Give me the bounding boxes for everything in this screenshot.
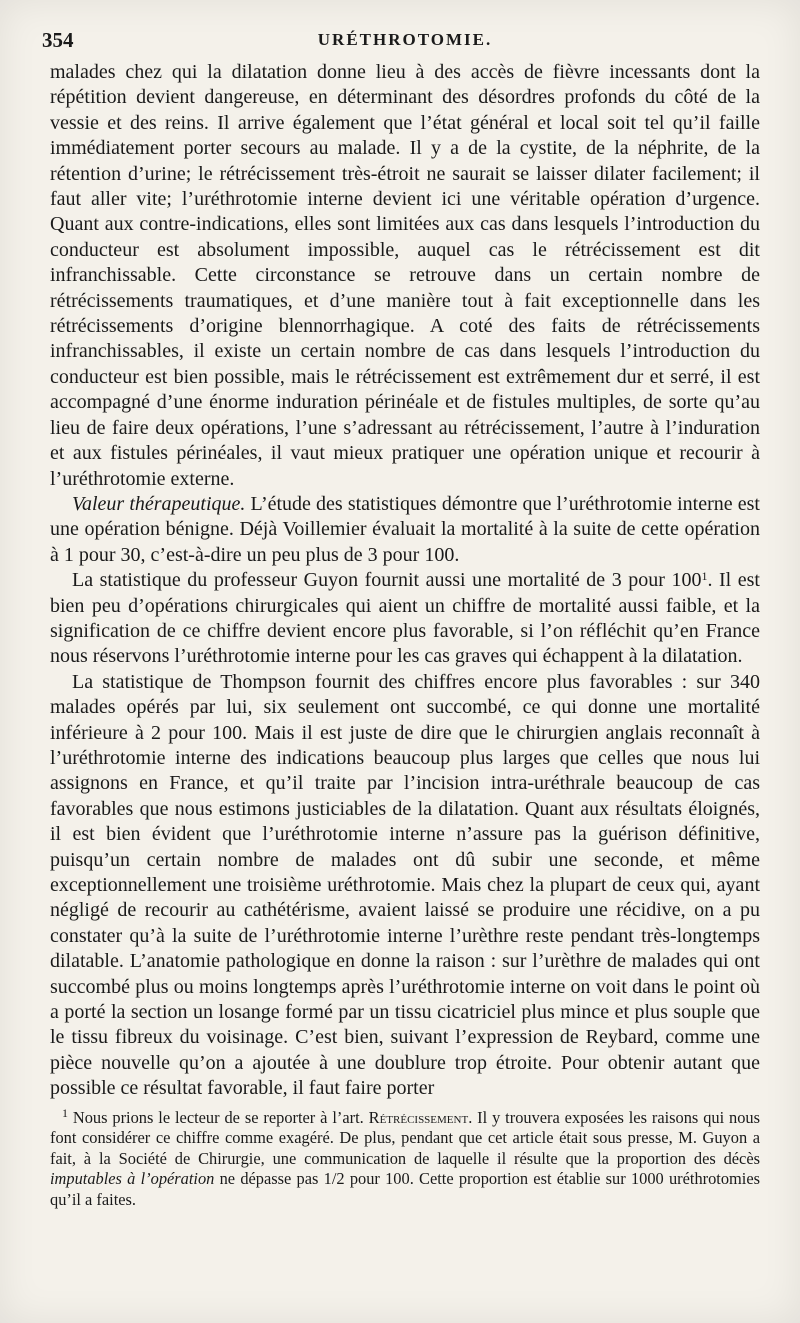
paragraph bbox=[50, 568, 760, 670]
footnote bbox=[50, 1105, 761, 1211]
footnote-text: . Il y trouvera exposées les raisons qui nous font considérer ce chiffre comme exagéré. De plus, pendant que cet article était sous presse, M. Guyon a fait, à la Société de Chirurgie, une communication de laquelle il résulte que la proportion des décès bbox=[50, 1107, 760, 1168]
footnote-reference[interactable]: 1 bbox=[701, 569, 708, 584]
paragraph-text: La statistique du professeur Guyon fournit aussi une mortalité de 3 pour 100 bbox=[72, 569, 702, 592]
body-text bbox=[50, 60, 760, 1102]
section-title: Valeur thérapeutique. bbox=[72, 492, 246, 515]
footnote-text: Nous prions le lecteur de se reporter à l’art. bbox=[68, 1107, 369, 1127]
paragraph-text: . Il est bien peu d’opérations chirurgicales qui aient un chiffre de mortalité aussi faible, et la signification de ce chiffre devient encore plus favorable, si l’on réfléchit qu’en France nous réservons l’uréthrotomie interne pour les cas graves qui échappent à la dilatation. bbox=[50, 569, 760, 668]
footnotes bbox=[50, 1105, 761, 1211]
footnote-marker: 1 bbox=[62, 1105, 68, 1120]
footnote-article-reference: Rétrécissement bbox=[368, 1107, 469, 1127]
paragraph: La statistique de Thompson fournit des chiffres encore plus favorables : sur 340 malades opérés par lui, six seulement ont succombé, ce qui donne une mortalité inférieure à 2 pour 100. Mais il est juste de dire que le chirurgien anglais reconnaît à l’uréthrotomie interne des indications beaucoup plus larges que celles que nous lui assignons en France, et qu’il traite par l’incision intra-uréthrale beaucoup de cas favorables que nous estimons justiciables de la dilatation. Quant aux résultats éloignés, il est bien évident que l’uréthrotomie interne n’assure pas la guérison définitive, puisqu’un certain nombre de malades ont dû subir une seconde, et même exceptionnellement une troisième uréthrotomie. Mais chez la plupart de ceux qui, ayant négligé de recourir au cathétérisme, avaient laissé se produire une récidive, on a pu constater qu’à la suite de l’uréthrotomie interne l’urèthre reste pendant très-longtemps dilatable. L’anatomie pathologique en donne la raison : sur l’urèthre de malades qui ont succombé plus ou moins longtemps après l’uréthrotomie interne on voit dans le point où a porté la section un losange formé par un tissu cicatriciel plus mince et plus souple que le tissu fibreux du voisinage. C’est bien, suivant l’expression de Reybard, comme une pièce nouvelle qu’on a ajoutée à une doublure trop étroite. Pour obtenir autant que possible ce résultat favorable, il faut faire porter bbox=[50, 670, 760, 1100]
paragraph-text: L’étude des statistiques démontre que l’uréthrotomie interne est une opération bénigne. Déjà Voillemier évaluait la mortalité à la suite de cette opération à 1 pour 30, c’est-à-dire un peu plus de 3 pour 100. bbox=[50, 492, 760, 566]
running-title: URÉTHROTOMIE. bbox=[317, 30, 493, 49]
footnote-text: ne dépasse pas 1/2 pour 100. Cette proportion est établie sur 1000 uréthrotomies qu’il a faites. bbox=[50, 1169, 761, 1209]
paragraph bbox=[50, 492, 760, 568]
footnote-emphasis: imputables à l’opération bbox=[50, 1169, 215, 1189]
page-number: 354 bbox=[42, 28, 74, 52]
paragraph: malades chez qui la dilatation donne lieu à des accès de fièvre incessants dont la répétition devient dangereuse, en déterminant des désordres profonds du côté de la vessie et des reins. Il arrive également que l’état général et local soit tel qu’il faille immédiatement porter secours au malade. Il y a de la cystite, de la néphrite, de la rétention d’urine; le rétrécissement très-étroit ne saurait se laisser dilater facilement; il faut aller vite; l’uréthrotomie interne devient ici une véritable opération d’urgence. Quant aux contre-indications, elles sont limitées aux cas dans lesquels l’introduction du conducteur est absolument impossible, auquel cas le rétrécissement est dit infranchissable. Cette circonstance se retrouve dans un certain nombre de rétrécissements traumatiques, et d’une manière tout à fait exceptionnelle dans les rétrécissements d’origine blennorrhagique. A coté des faits de rétrécissements infranchissables, il existe un certain nombre de cas dans lesquels l’introduction du conducteur est bien possible, mais le rétrécissement est extrêmement dur et serré, il est accompagné d’une énorme induration périnéale et de fistules multiples, de sorte qu’au lieu de faire deux opérations, l’une s’adressant au rétrécissement, l’autre à l’induration et aux fistules périnéales, il vaut mieux pratiquer une opération unique et recourir à l’uréthrotomie externe. bbox=[50, 61, 760, 490]
page-header bbox=[42, 26, 760, 60]
